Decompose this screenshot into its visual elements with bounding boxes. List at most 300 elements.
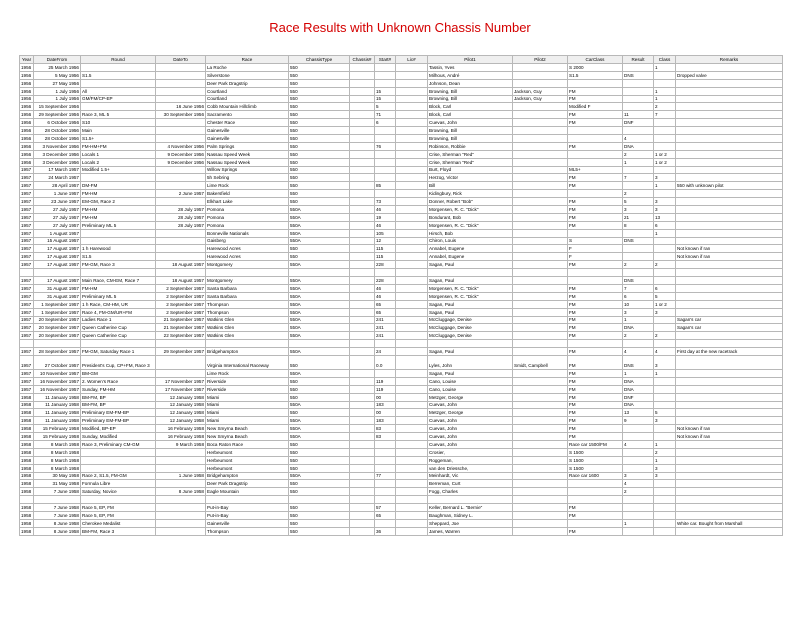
table-cell [396,480,428,488]
table-cell [654,511,676,519]
table-cell [676,504,783,512]
table-row [20,440,783,448]
table-cell: 241 [375,324,396,332]
table-cell: 24 March 1957 [34,174,81,182]
table-cell: 46 [375,292,396,300]
table-cell [396,206,428,214]
table-cell [676,488,783,496]
table-cell: 7 June 1958 [34,504,81,512]
table-cell: 2 [623,488,654,496]
table-cell: FM [568,119,623,127]
table-cell: 550 [289,377,350,385]
table-cell: DNF [623,393,654,401]
table-cell: 550 [289,440,350,448]
table-cell [350,182,375,190]
table-cell: 550A [289,324,350,332]
table-cell: FM [568,511,623,519]
table-cell: 550 [289,409,350,417]
column-header-carclass: CarClass [568,56,623,64]
table-cell: 183 [375,417,396,425]
table-cell: ML5+ [568,166,623,174]
table-cell: 7 June 1958 [34,488,81,496]
table-cell: 5 [654,292,676,300]
table-cell [623,456,654,464]
table-cell [623,527,654,535]
column-header-pilot2: Pilot2 [513,56,568,64]
table-cell [513,292,568,300]
table-cell: 550 with unknown pilot [676,182,783,190]
table-cell [623,464,654,472]
table-cell: Miami [206,401,289,409]
table-cell: 9 December 1956 [156,150,206,158]
table-cell [623,127,654,135]
table-cell: 28 April 1957 [34,182,81,190]
table-cell: Riverside [206,385,289,393]
table-cell: Ladies Race 1 [81,316,156,324]
table-cell [676,174,783,182]
table-cell: 1 or 2 [654,150,676,158]
table-row [20,182,783,190]
table-cell [513,377,568,385]
table-cell [513,253,568,261]
table-cell: McCluggage, Denise [428,324,513,332]
table-cell: Block, Carl [428,111,513,119]
table-row [20,488,783,496]
table-cell: 27 July 1957 [34,206,81,214]
column-header-result: Result [623,56,654,64]
table-cell [156,369,206,377]
table-cell [676,496,783,504]
table-cell [396,433,428,441]
table-cell [513,496,568,504]
table-cell: 12 January 1958 [156,409,206,417]
table-cell [396,166,428,174]
table-cell [156,119,206,127]
table-cell: 550A [289,401,350,409]
table-cell [513,488,568,496]
table-cell: FM [568,316,623,324]
table-cell [156,269,206,277]
table-row [20,269,783,277]
table-cell [513,519,568,527]
table-cell: 3 December 1956 [34,158,81,166]
table-cell [654,527,676,535]
table-cell: 7 [623,174,654,182]
table-cell: 228 [375,277,396,285]
table-cell [623,229,654,237]
table-cell [350,166,375,174]
table-cell: 27 July 1957 [34,221,81,229]
column-header-pilot1: Pilot1 [428,56,513,64]
table-cell: Meinhardt, Vic [428,472,513,480]
table-cell [350,300,375,308]
table-cell [513,150,568,158]
table-cell [396,440,428,448]
table-cell: 550 [289,511,350,519]
table-cell: Cano, Louise [428,377,513,385]
table-cell: 12 January 1958 [156,401,206,409]
table-cell: 1957 [20,198,34,206]
table-row [20,456,783,464]
table-cell: 28 July 1957 [156,213,206,221]
table-cell: FM [568,142,623,150]
table-cell: Johnson, Dean [428,79,513,87]
table-cell [654,433,676,441]
table-cell [513,448,568,456]
table-cell [513,385,568,393]
table-row [20,377,783,385]
table-cell: Roggeman, [428,456,513,464]
table-cell: 550A [289,229,350,237]
table-cell: 4 [654,348,676,356]
table-row [20,417,783,425]
table-cell: FM [568,111,623,119]
table-cell: 8 June 1958 [34,519,81,527]
table-cell [676,401,783,409]
table-cell: 1956 [20,111,34,119]
table-cell: 65 [375,511,396,519]
table-cell: Donner, Robert "Bob" [428,198,513,206]
table-cell [513,527,568,535]
table-cell: 1958 [20,448,34,456]
table-row [20,174,783,182]
table-cell: BM-FM, Race 3 [81,527,156,535]
table-cell: Not known if ran [676,245,783,253]
table-cell [350,527,375,535]
table-cell: FM-HM+FM [81,142,156,150]
table-cell: 550 [289,79,350,87]
table-cell [676,119,783,127]
table-cell [350,221,375,229]
table-cell: 83 [375,433,396,441]
table-cell: 550 [289,355,350,369]
table-cell [350,292,375,300]
table-row [20,190,783,198]
table-cell: 550 [289,253,350,261]
table-cell: Put-in-Bay [206,504,289,512]
table-cell: 3 [654,355,676,369]
table-cell [156,237,206,245]
table-cell [428,269,513,277]
table-cell [396,401,428,409]
table-cell: Queen Catherine Cup [81,332,156,340]
table-row [20,142,783,150]
table-cell: 1957 [20,355,34,369]
table-cell: 8 March 1958 [34,448,81,456]
table-cell [396,71,428,79]
table-cell [568,79,623,87]
table-cell: 1956 [20,103,34,111]
table-cell: 1958 [20,464,34,472]
table-cell: Metzger, George [428,393,513,401]
table-cell [513,433,568,441]
table-cell: 2 September 1957 [156,284,206,292]
table-cell [513,456,568,464]
table-cell: Cuevas, John [428,119,513,127]
table-cell: FM [568,348,623,356]
table-cell: FM-HM [81,213,156,221]
table-row [20,64,783,72]
table-cell: Lyles, John [428,355,513,369]
table-cell [396,111,428,119]
table-cell: 228 [375,261,396,269]
table-cell [513,213,568,221]
table-cell [396,79,428,87]
table-cell: Bridgehampton [206,348,289,356]
table-cell: 550A [289,300,350,308]
table-cell: BM-FM, BP [81,393,156,401]
table-cell [513,369,568,377]
table-cell: 1957 [20,206,34,214]
table-cell [396,332,428,340]
table-cell: FM [568,95,623,103]
table-cell: 1957 [20,213,34,221]
table-cell: 550 [289,142,350,150]
table-cell: 20 September 1957 [34,332,81,340]
table-row [20,496,783,504]
table-cell: Deer Park Dragstrip [206,480,289,488]
table-row [20,480,783,488]
table-cell [375,79,396,87]
table-cell: Preliminary ML 5 [81,221,156,229]
table-cell: 550 [289,119,350,127]
table-cell: FM [568,308,623,316]
table-cell [375,369,396,377]
table-row [20,221,783,229]
table-cell: 20 September 1957 [34,316,81,324]
table-cell [396,504,428,512]
table-cell [654,190,676,198]
table-cell: 4 [623,440,654,448]
table-cell: DNA [623,377,654,385]
table-cell: 1958 [20,472,34,480]
table-cell: 17 November 1957 [156,377,206,385]
table-cell [350,480,375,488]
table-cell: Browning, Bill [428,127,513,135]
table-cell [654,488,676,496]
table-cell [676,332,783,340]
table-cell [350,87,375,95]
table-cell: FM [568,261,623,269]
table-cell: 1957 [20,292,34,300]
table-cell [513,332,568,340]
table-cell [396,348,428,356]
table-cell: 550A [289,425,350,433]
table-cell: FM-GM, Race 3 [81,261,156,269]
table-cell: Herbeumont [206,448,289,456]
table-row [20,284,783,292]
table-cell: DNS [623,277,654,285]
table-cell: 6 [623,292,654,300]
table-cell: 9 December 1956 [156,158,206,166]
table-row [20,229,783,237]
table-cell: 1 or 2 [654,300,676,308]
table-cell: 550A [289,221,350,229]
table-cell: Bonneville Nationals [206,229,289,237]
table-cell: 1957 [20,277,34,285]
table-cell: 5 May 1956 [34,71,81,79]
table-cell [568,496,623,504]
table-cell: 8 [623,221,654,229]
table-cell [350,355,375,369]
table-cell [375,488,396,496]
table-cell [81,464,156,472]
table-cell: 1958 [20,527,34,535]
table-cell [568,229,623,237]
table-cell [568,269,623,277]
table-cell [375,190,396,198]
table-cell [81,229,156,237]
table-cell: 9 March 1958 [156,440,206,448]
table-row [20,324,783,332]
table-cell: Eagle Mountain [206,488,289,496]
table-cell: S 1500 [568,448,623,456]
table-cell [513,182,568,190]
table-cell: Jackson, Guy [513,87,568,95]
table-cell [396,519,428,527]
table-cell: 27 October 1957 [34,355,81,369]
table-cell: 15 [375,87,396,95]
table-cell: Annabel, Eugene [428,253,513,261]
table-cell: 1 [654,87,676,95]
table-cell [676,385,783,393]
table-cell [568,135,623,143]
table-cell: 28 July 1957 [156,206,206,214]
table-cell [513,229,568,237]
table-cell [513,425,568,433]
table-cell [676,292,783,300]
table-cell: Race car 1600 [568,472,623,480]
table-cell [396,324,428,332]
table-cell [513,237,568,245]
table-cell [676,269,783,277]
table-cell [676,300,783,308]
table-cell [350,385,375,393]
table-cell [654,324,676,332]
table-cell [350,496,375,504]
table-cell: 46 [375,284,396,292]
table-cell: FM-HM [81,284,156,292]
table-cell: 8 March 1958 [34,464,81,472]
table-cell: 2 [623,261,654,269]
table-row [20,71,783,79]
table-cell: Bill [428,182,513,190]
table-cell: 2 September 1957 [156,300,206,308]
table-row [20,245,783,253]
table-cell: Not known if ran [676,425,783,433]
table-cell [350,213,375,221]
table-cell: Not known if ran [676,253,783,261]
table-cell: President's Cup, CP+FM, Race 3 [81,355,156,369]
table-cell: 1 h Harewood [81,245,156,253]
table-cell [676,456,783,464]
table-cell [375,174,396,182]
table-cell [156,340,206,348]
table-cell: Morgensen, R. C. "Dick" [428,206,513,214]
table-cell: 1 June 1958 [156,472,206,480]
table-cell [81,340,156,348]
table-cell: Race car 1500/FM [568,440,623,448]
column-header-lic-: Lic# [396,56,428,64]
table-cell: Elkhart Lake [206,198,289,206]
table-cell [676,480,783,488]
table-cell: 21 September 1957 [156,316,206,324]
table-cell: 27 July 1957 [34,213,81,221]
table-cell [375,135,396,143]
table-cell [156,229,206,237]
table-cell: 2 September 1957 [156,292,206,300]
table-cell [654,245,676,253]
table-cell [676,464,783,472]
table-row [20,348,783,356]
table-cell [513,480,568,488]
table-cell: 28 July 1957 [156,221,206,229]
table-cell: FM [568,527,623,535]
table-cell: 0.0 [375,355,396,369]
table-cell: 7 June 1958 [34,511,81,519]
table-cell: 1957 [20,182,34,190]
table-cell [350,324,375,332]
table-row [20,213,783,221]
table-cell: 183 [375,401,396,409]
table-row [20,253,783,261]
table-cell: 31 May 1958 [34,480,81,488]
table-cell [350,95,375,103]
table-cell: 1 September 1957 [34,308,81,316]
table-cell: Modified F [568,103,623,111]
table-cell [156,87,206,95]
table-cell: FM [568,324,623,332]
table-row [20,150,783,158]
table-cell [396,269,428,277]
table-cell [676,111,783,119]
table-cell: 119 [375,377,396,385]
table-cell [396,158,428,166]
table-cell: S1.5 [568,71,623,79]
table-cell [654,71,676,79]
table-row [20,519,783,527]
table-cell [396,369,428,377]
table-cell [206,496,289,504]
table-cell [513,111,568,119]
table-cell [350,64,375,72]
table-cell: Sagan's car [676,324,783,332]
table-cell: Bondurant, Bob [428,213,513,221]
table-cell [375,456,396,464]
table-cell [396,95,428,103]
table-cell: 550 [289,190,350,198]
table-cell [623,64,654,72]
table-cell: 241 [375,316,396,324]
table-cell: 23 June 1957 [34,198,81,206]
table-cell: Queen Catherine Cup [81,324,156,332]
table-cell [513,417,568,425]
table-cell [156,464,206,472]
table-cell [375,440,396,448]
table-row [20,433,783,441]
table-cell: Milhous, André [428,71,513,79]
table-cell [676,229,783,237]
table-cell: 24 [375,348,396,356]
table-cell: 4 [623,348,654,356]
table-cell [676,79,783,87]
table-cell [350,433,375,441]
table-row [20,292,783,300]
table-cell: Preliminary EM-FM-BP [81,417,156,425]
table-cell [513,158,568,166]
table-cell: 550 [289,71,350,79]
table-cell: 550 [289,64,350,72]
